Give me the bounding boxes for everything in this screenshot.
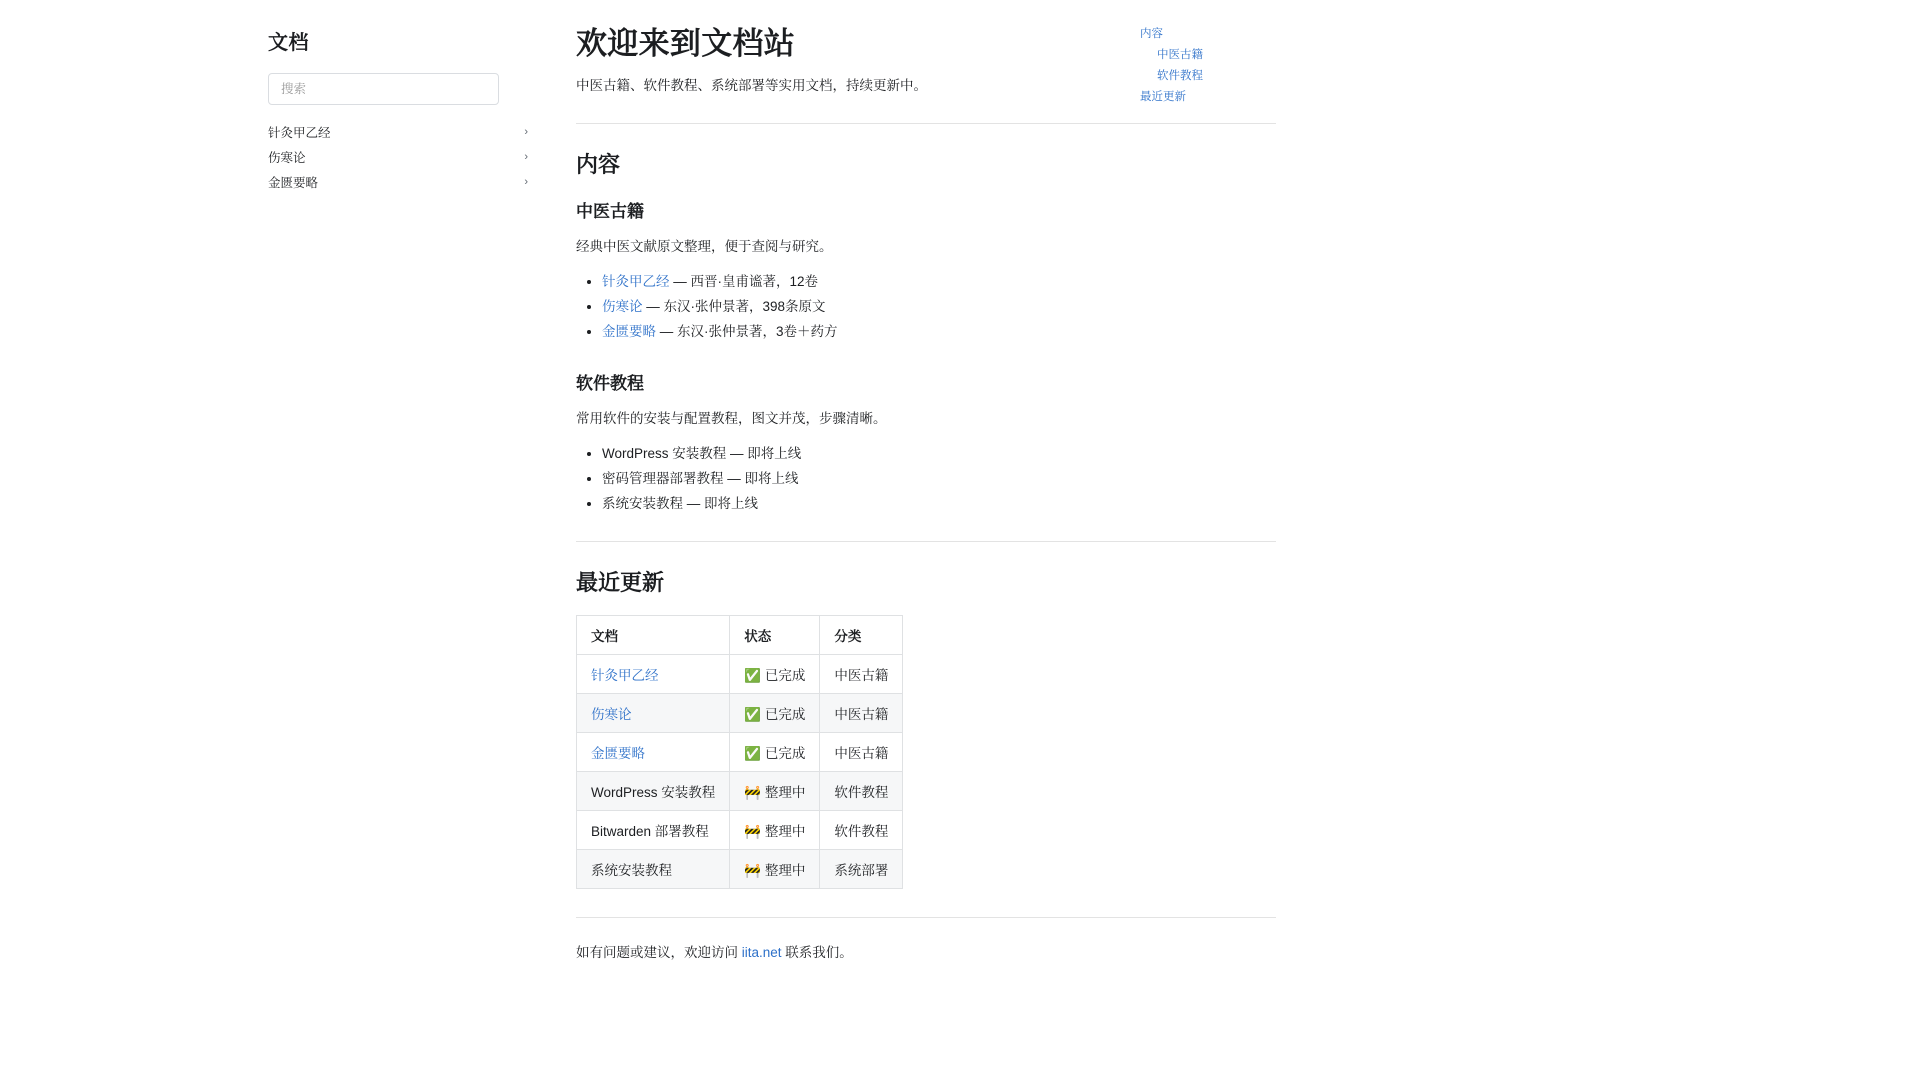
list-item xyxy=(602,468,1276,490)
sidebar-item-label: 针灸甲乙经 xyxy=(268,126,331,140)
column-header-status: 状态 xyxy=(730,615,820,654)
sidebar-item-label: 伤寒论 xyxy=(268,151,306,165)
list-classics xyxy=(576,271,1276,343)
sidebar-item-shanghanlun[interactable] xyxy=(268,146,538,171)
list-item-note: — 即将上线 xyxy=(683,496,759,512)
doc-link-zhenjiujiayijing[interactable]: 针灸甲乙经 xyxy=(602,274,670,290)
cell-doc xyxy=(577,732,730,771)
status-label: 整理中 xyxy=(764,862,806,878)
list-item xyxy=(602,493,1276,515)
doc-label-system-install: 系统安装教程 xyxy=(602,496,683,512)
list-item xyxy=(602,321,1276,343)
list-item-note: — 即将上线 xyxy=(723,471,799,487)
chevron-right-icon[interactable]: › xyxy=(524,151,528,163)
sidebar-title: 文档 xyxy=(268,32,309,54)
table-body xyxy=(577,654,903,888)
status-done-icon: ✅ xyxy=(744,745,762,762)
list-item xyxy=(602,271,1276,293)
status-progress-icon: 🚧 xyxy=(744,823,762,840)
cell-status xyxy=(730,693,820,732)
table-header-row xyxy=(577,615,903,654)
sidebar-nav xyxy=(268,121,538,196)
cell-category: 中医古籍 xyxy=(820,693,903,732)
status-label: 整理中 xyxy=(764,784,806,800)
status-label: 已完成 xyxy=(764,706,806,722)
status-done-icon: ✅ xyxy=(744,706,762,723)
cell-doc: Bitwarden 部署教程 xyxy=(577,810,730,849)
section-heading-updates: 最近更新 xyxy=(576,569,665,595)
table-row xyxy=(577,732,903,771)
list-item xyxy=(602,296,1276,318)
subsection-heading-software: 软件教程 xyxy=(576,373,644,393)
toc-item-software[interactable]: 软件教程 xyxy=(1157,70,1203,82)
list-item-note: — 东汉·张仲景著，398条原文 xyxy=(642,299,826,315)
list-item-note: — 即将上线 xyxy=(726,446,802,462)
cell-category: 软件教程 xyxy=(820,771,903,810)
doc-link-shanghanlun[interactable]: 伤寒论 xyxy=(602,299,643,315)
table-row xyxy=(577,654,903,693)
toc-item-classics[interactable]: 中医古籍 xyxy=(1157,49,1203,61)
status-progress-icon: 🚧 xyxy=(744,784,762,801)
table-row xyxy=(577,810,903,849)
divider xyxy=(576,541,1276,542)
status-done-icon: ✅ xyxy=(744,667,762,684)
cell-doc xyxy=(577,693,730,732)
footer-note-after: 联系我们。 xyxy=(781,944,853,960)
cell-doc: WordPress 安装教程 xyxy=(577,771,730,810)
footer-note xyxy=(576,942,1276,964)
cell-doc: 系统安装教程 xyxy=(577,849,730,888)
column-header-category: 分类 xyxy=(820,615,903,654)
section-heading-contents: 内容 xyxy=(576,151,621,177)
cell-status xyxy=(730,654,820,693)
updates-table xyxy=(576,615,903,889)
contact-link[interactable]: iita.net xyxy=(741,944,782,960)
sidebar xyxy=(268,0,538,196)
list-item-note: — 西晋·皇甫谧著，12卷 xyxy=(669,274,819,290)
doc-link-shanghanlun[interactable]: 伤寒论 xyxy=(591,706,632,722)
chevron-right-icon[interactable]: › xyxy=(524,176,528,188)
table-row xyxy=(577,849,903,888)
status-label: 已完成 xyxy=(764,667,806,683)
status-label: 已完成 xyxy=(764,745,806,761)
cell-category: 中医古籍 xyxy=(820,732,903,771)
doc-label-password-manager: 密码管理器部署教程 xyxy=(602,471,724,487)
cell-category: 系统部署 xyxy=(820,849,903,888)
table-head xyxy=(577,615,903,654)
chevron-right-icon[interactable]: › xyxy=(524,126,528,138)
search-box[interactable] xyxy=(268,73,499,105)
cell-status xyxy=(730,732,820,771)
divider xyxy=(576,123,1276,124)
cell-status xyxy=(730,771,820,810)
list-item xyxy=(602,443,1276,465)
subsection-heading-classics: 中医古籍 xyxy=(576,201,644,221)
cell-category: 中医古籍 xyxy=(820,654,903,693)
subsection-desc-software: 常用软件的安装与配置教程，图文并茂，步骤清晰。 xyxy=(576,410,887,426)
cell-status xyxy=(730,810,820,849)
sidebar-item-jinkuiyaolue[interactable] xyxy=(268,171,538,196)
doc-label-wordpress: WordPress 安装教程 xyxy=(602,446,727,462)
main-content xyxy=(576,0,1276,964)
sidebar-item-label: 金匮要略 xyxy=(268,176,319,190)
doc-link-jinkuiyaolue[interactable]: 金匮要略 xyxy=(602,323,656,339)
toc-item-updates[interactable]: 最近更新 xyxy=(1140,91,1186,103)
cell-status xyxy=(730,849,820,888)
subsection-desc-classics: 经典中医文献原文整理，便于查阅与研究。 xyxy=(576,238,833,254)
page-title: 欢迎来到文档站 xyxy=(576,26,796,61)
cell-doc xyxy=(577,654,730,693)
divider xyxy=(576,917,1276,918)
doc-link-jinkuiyaolue[interactable]: 金匮要略 xyxy=(591,745,645,761)
search-input[interactable] xyxy=(279,81,488,97)
list-item-note: — 东汉·张仲景著，3卷＋药方 xyxy=(656,323,838,339)
status-progress-icon: 🚧 xyxy=(744,862,762,879)
page-lead: 中医古籍、软件教程、系统部署等实用文档，持续更新中。 xyxy=(576,78,927,93)
table-row xyxy=(577,771,903,810)
list-software xyxy=(576,443,1276,515)
status-label: 整理中 xyxy=(764,823,806,839)
table-of-contents xyxy=(1140,24,1340,108)
toc-item-contents[interactable]: 内容 xyxy=(1140,28,1163,40)
column-header-doc: 文档 xyxy=(577,615,730,654)
table-row xyxy=(577,693,903,732)
doc-link-zhenjiujiayijing[interactable]: 针灸甲乙经 xyxy=(591,667,659,683)
cell-category: 软件教程 xyxy=(820,810,903,849)
sidebar-item-zhenjiujiayijing[interactable] xyxy=(268,121,538,146)
footer-note-before: 如有问题或建议，欢迎访问 xyxy=(576,944,742,960)
